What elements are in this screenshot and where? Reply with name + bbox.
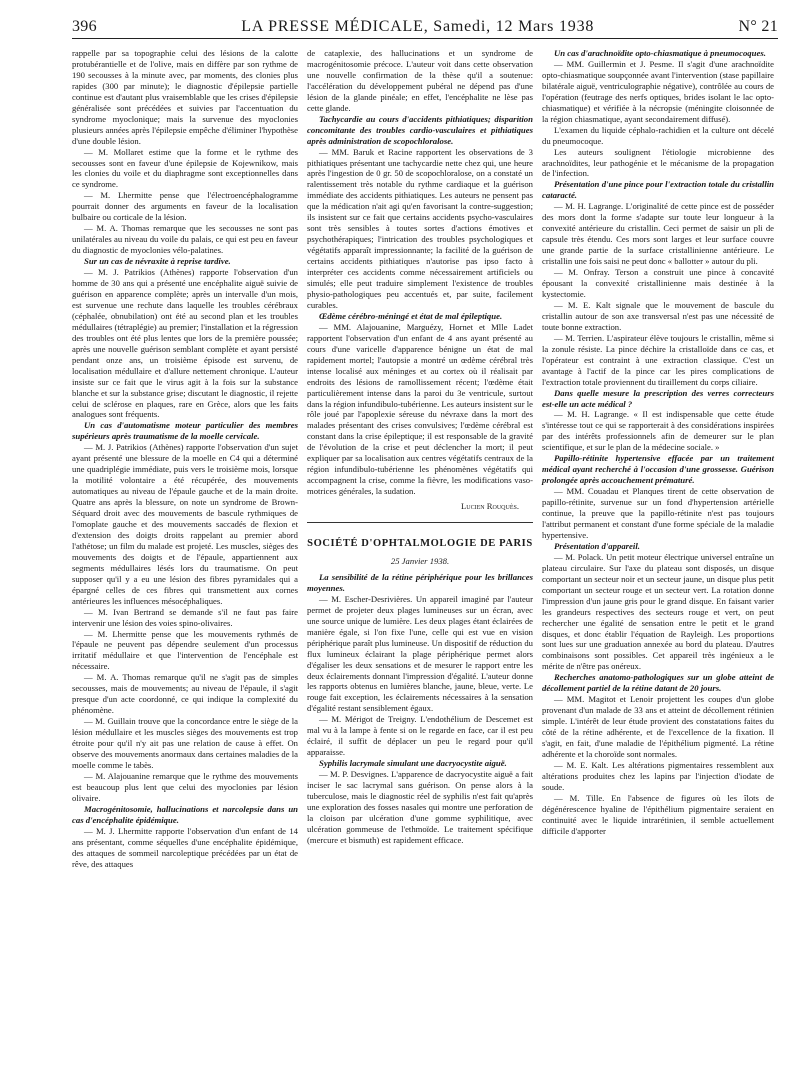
article-heading: Présentation d'une pince pour l'extraction totale du cristallin cataracté. bbox=[542, 179, 774, 201]
paragraph: — M. Mérigot de Treigny. L'endothélium de Descemet est mal vu à la lampe à fente si on le regarde en face, car il est peu éclairé, il suffit de déplacer un peu le regard pour qu'il apparaisse. bbox=[307, 714, 533, 758]
article-heading: Recherches anatomo-pathologiques sur un globe atteint de décollement partiel de la rétine datant de 20 jours. bbox=[542, 672, 774, 694]
paragraph: — M. Guillain trouve que la concordance entre le siège de la lésion médullaire et les muscles sièges des mouvements est trop étroite pour qu'il n'y ait pas une relation de cause à effet. On observe des mouvements anormaux dans certaines maladies de la moelle comme le tabès. bbox=[72, 716, 298, 770]
paragraph: — M. Escher-Desrivières. Un appareil imaginé par l'auteur permet de projeter deux plages lumineuses sur un écran, avec une source unique de lumière. Les deux plages étant éclairées de manière égale, si l'on fixe l'une, celle qui est vue en vision périphérique paraît plus lumineuse. Un dispositif de réduction du flux lumineux éclairant la plage périphérique permet alors d'égaliser les deux sensations et de mesurer le rapport entre les deux éclairements donnant l'impression d'égalité. L'auteur donne les rapports obtenus en lumières blanche, jaune, bleue, verte. Le rouge fait exception, les éclairements nécessaires à la sensation d'égalité restant sensiblement égaux. bbox=[307, 593, 533, 714]
paragraph: — MM. Magitot et Lenoir projettent les coupes d'un globe provenant d'un malade de 33 ans et atteint de décollement rétinien simple. L'intérêt de leur étude provient des constatations faites du côté de la rétine adhérente, et de l'excellence de la fixation. Il s'agit, en fait, d'une maladie de l'épithélium pigmenté. La rétine adhérente et la choroïde sont normales. bbox=[542, 694, 774, 759]
session-date: 25 Janvier 1938. bbox=[390, 555, 450, 566]
page-header bbox=[72, 6, 778, 36]
paragraph: — M. Terrien. L'aspirateur élève toujours le cristallin, même si la zonule résiste. La pince déchire la cristalloïde dans ce cas, et l'opérateur est contraint à une extraction classique. C'est un avantage à l'actif de la pince car les pires complications de l'extraction totale proviennent du tiraillement du corps ciliaire. bbox=[542, 332, 774, 387]
paragraph: — M. Lhermitte pense que les mouvements rythmés de l'épaule ne peuvent pas dépendre seulement d'un processus irritatif médullaire et que l'intervention de l'encéphale est nécessaire. bbox=[72, 628, 298, 672]
paragraph: — M. P. Desvignes. L'apparence de dacryocystite aiguë a fait inciser le sac lacrymal sans guérison. On pense alors à la tuberculose, mais le diagnostic réel de syphilis n'est fait qu'après une exploration des fosses nasales qui montre une perforation de la cloison par ulcération d'une gomme syphilitique, avec ulcération gommeuse de l'ethmoïde. Le traitement spécifique (mercure et bismuth) est rapidement efficace. bbox=[307, 769, 533, 845]
paragraph: de cataplexie, des hallucinations et un syndrome de macrogénitosomie précoce. L'auteur voit dans cette observation une nouvelle confirmation de la thèse qu'il a soutenue: l'accélération du développement pubéral ne dépend pas d'une lésion de la glande pinéale; en effet, l'encéphalite ne lèse pas cette glande. bbox=[307, 48, 533, 113]
column-right bbox=[542, 48, 774, 837]
paragraph: — M. J. Patrikios (Athènes) rapporte l'observation d'un homme de 30 ans qui a présenté une encéphalite aiguë suivie de guérison en apparence complète; après un intervalle d'un mois, est survenue une rechute dans laquelle les troubles cérébraux (céphalée, obnubilation) ont été au second plan et les troubles médullaires (tétraplégie) au premier; l'installation et la régression des troubles ont été plus lentes que lors de la première poussée; après une nouvelle guérison semblant complète et ayant persisté pendant onze ans, un troisième épisode est survenu, de localisation médullaire et d'allure nettement chronique. L'auteur insiste sur ce fait que le virus agit à la fois sur la substance blanche et sur la substance grise; discutant le diagnostic, il rejette celui de sclérose en plaques, rare en Grèce, alors que les faits analogues sont fréquents. bbox=[72, 267, 298, 420]
article-heading: Macrogénitosomie, hallucinations et narcolepsie dans un cas d'encéphalite épidémique. bbox=[72, 803, 298, 825]
paragraph: — M. H. Lagrange. L'originalité de cette pince est de posséder des mors dont la forme s'adapte sur toute leur longueur à la convexité antérieure du cristallin. Ceci permet de saisir un pli de capsule très étendu. Ces mors sont larges et leur surface couvre une grande partie de la surface cristallinienne antérieure. Le cristallin une fois saisi ne peut donc « ballotter » autour du pli. bbox=[542, 201, 774, 267]
author-signature: Lucien Rouquès. bbox=[461, 501, 519, 512]
issue-number: N° 21 bbox=[738, 18, 778, 35]
paragraph: — M. Alajouanine remarque que le rythme des mouvements est beaucoup plus lent que celui des myoclonies par lésion olivaire. bbox=[72, 770, 298, 803]
article-heading: Tachycardie au cours d'accidents pithiatiques; disparition concomitante des troubles cardio-vasculaires et pithiatiques après administration de scopochloralose. bbox=[307, 113, 533, 146]
paragraph: — M. Onfray. Terson a construit une pince à concavité épousant la convexité cristallinienne mais destinée à la kystectomie. bbox=[542, 267, 774, 299]
paragraph: — M. E. Kalt. Les altérations pigmentaires ressemblent aux altérations produites chez les lapins par l'injection d'iodate de soude. bbox=[542, 759, 774, 792]
paragraph: — M. Polack. Un petit moteur électrique universel entraîne un plateau circulaire. Sur l'axe du plateau sont disposés, un disque comportant un secteur noir et un secteur jaune, un disque plus petit comportant un secteur rouge et un secteur vert. La rotation donne l'impression d'un jaune gris pour le grand disque. En faisant varier les grandeurs respectives des secteurs rouge et vert, on peut rechercher une égalité de sensation entre le petit et le grand disques, et donc établir l'équation de Rayleigh. Les proportions sont lues sur une graduation annexée au bord du plateau. D'autres combinaisons sont possibles. Cet appareil très ingénieux a le mérite de n'être pas onéreux. bbox=[542, 551, 774, 672]
paragraph: — M. Mollaret estime que la forme et le rythme des secousses sont en faveur d'une épilepsie de Kojewnikow, mais les clonies du voile et du diaphragme sont exceptionnelles dans ce syndrome. bbox=[72, 146, 298, 190]
paragraph: — M. H. Lagrange. « Il est indispensable que cette étude s'intéresse tout ce qui se rapporterait à des considérations inspirées par des intérêts professionnels afin de demeurer sur le plan scientifique, et sur le plan de la médecine sociale. » bbox=[542, 409, 774, 453]
paragraph: — MM. Couadau et Planques tirent de cette observation de papillo-rétinite, survenue sur un fond d'hypertension artérielle continue, la preuve que la papillo-rétinite n'est pas toujours l'attribut permanent et constant d'une forme spéciale de la maladie hypertensive. bbox=[542, 486, 774, 540]
paragraph: Les auteurs soulignent l'étiologie microbienne des arachnoïdites, leur pathogénie et le mécanisme de la propagation de l'infection. bbox=[542, 146, 774, 179]
article-heading: La sensibilité de la rétine périphérique pour les brillances moyennes. bbox=[307, 571, 533, 593]
paragraph: — M. E. Kalt signale que le mouvement de bascule du cristallin autour de son axe transversal n'est pas une nécessité de toute bonne extraction. bbox=[542, 299, 774, 332]
article-heading: Présentation d'appareil. bbox=[554, 540, 640, 551]
paragraph: — M. A. Thomas remarque que les secousses ne sont pas unilatérales au niveau du voile du palais, ce qui est peu en faveur du diagnostic de myoclonies vélo-palatines. bbox=[72, 223, 298, 256]
paragraph: — MM. Alajouanine, Marguézy, Hornet et Mlle Ladet rapportent l'observation d'un enfant de 4 ans ayant présenté au cours d'une varicelle d'apparence bénigne un état de mal rapidement mortel; l'autopsie a montré un œdème cérébral très intense localisé aux méninges et au cortex où il réalisait par endroits des lésions de ramollissement récent; l'œdème était particulièrement intense dans la paroi du 3e ventricule, surtout dans la région infundibulo-tubérienne. Les auteurs insistent sur le rôle joué par l'apoplexie séreuse du névraxe dans la mort des malades présentant des crises convulsives; l'œdème cérébral est constant dans la crise épileptique; il est responsable de la gravité de l'évolution de la crise et peut déclencher la mort; il peut expliquer par sa localisation aux centres végétatifs centraux de la région infundibulo-tubérienne les phénomènes végétatifs qui accompagnent la crise, comme la fièvre, les modifications vaso-motrices générales, la sudation. bbox=[307, 321, 533, 497]
section-title: SOCIÉTÉ D'OPHTALMOLOGIE DE PARIS bbox=[307, 522, 533, 550]
article-heading: Sur un cas de névraxite à reprise tardive. bbox=[84, 256, 231, 267]
paragraph: — MM. Guillermin et J. Pesme. Il s'agit d'une arachnoïdite opto-chiasmatique soupçonnée avant l'intervention (stase papillaire bilatérale aiguë, ventriculographie négative), contrôlée au cours de l'opération (feutrage des nerfs optiques, brides isolant le lac opto-chiasmatique) et vérifiée à la nécropsie (méningite cloisonnée de la région chiasmatique, ayant secondairement diffusé). bbox=[542, 58, 774, 124]
column-middle bbox=[307, 48, 533, 846]
paragraph: — M. Ivan Bertrand se demande s'il ne faut pas faire intervenir une lésion des voies spino-olivaires. bbox=[72, 606, 298, 628]
paragraph: — M. Tille. En l'absence de figures où les îlots de dégénérescence hyaline de l'épithélium pigmentaire seraient en continuité avec le liquide intrarétinien, il semble actuellement difficile d'apporter bbox=[542, 792, 774, 836]
paragraph: — M. J. Patrikios (Athènes) rapporte l'observation d'un sujet ayant présenté une blessure de la moelle en C4 qui a déterminé une quadriplégie immédiate, puis vers le troisième mois, lorsque la motilité volontaire a été récupérée, des mouvements automatiques au niveau de l'épaule gauche et de la main droite. Quatre ans après la blessure, on note un syndrome de Brown-Séquard droit avec des mouvements de bascule rythmiques de l'omoplate gauche et des mouvements saccadés de flexion et d'extension des doigts droits rappelant au premier abord l'athétose; un film du malade est projeté. Les muscles, sièges des mouvements des doigts et de l'épaule, appartiennent aux segments médullaires lésés lors du traumatisme. On peut supposer qu'il y a eu une lésion des fibres pyramidales qui a épargné celles de ces fibres qui transmettent aux cornes antérieures les influences mésocéphaliques. bbox=[72, 442, 298, 606]
paragraph: — M. Lhermitte pense que l'électroencéphalogramme pourrait donner des arguments en faveur de la localisation bulbaire ou corticale de la lésion. bbox=[72, 190, 298, 223]
paragraph: — M. A. Thomas remarque qu'il ne s'agit pas de simples secousses, mais de mouvements; au niveau de l'épaule, il s'agit presque d'un acte coordonné, ce qui indique la complexité du phénomène. bbox=[72, 672, 298, 716]
article-heading: Un cas d'automatisme moteur particulier des membres supérieurs après traumatisme de la moelle cervicale. bbox=[72, 420, 298, 442]
article-heading: Dans quelle mesure la prescription des verres correcteurs est-elle un acte médical ? bbox=[542, 387, 774, 409]
paragraph: rappelle par sa topographie celui des lésions de la calotte protubérantielle et de l'olive, mais en diffère par son rythme de 190 secousses à la minute avec, par moments, des clonies plus rapides (300 par minute); le diagnostic d'épilepsie partielle continue est d'autant plus vraisemblable que les crises d'épilepsie généralisée sont précédées et suivies par l'accentuation du syndrome myoclonique; mais la survenue des myoclonies plusieurs années après l'épilepsie empêche d'éliminer l'hypothèse d'une double lésion. bbox=[72, 48, 298, 146]
page-number: 396 bbox=[72, 18, 97, 35]
column-left bbox=[72, 48, 298, 869]
article-heading: Papillo-rétinite hypertensive effacée par un traitement médical ayant recherché à l'occasion d'une grossesse. Guérison prolongée après accouchement prématuré. bbox=[542, 453, 774, 486]
article-heading: Œdème cérébro-méningé et état de mal épileptique. bbox=[319, 310, 503, 321]
paragraph: — M. J. Lhermitte rapporte l'observation d'un enfant de 14 ans présentant, comme séquelles d'une encéphalite épidémique, des attaques de sommeil narcoleptique précédées par un état de rêve, des attaques bbox=[72, 825, 298, 869]
paragraph: — MM. Baruk et Racine rapportent les observations de 3 pithiatiques présentant une tachycardie nette chez qui, une heure après l'ingestion de 0 gr. 50 de scopochloralose, on a constaté un ralentissement très notable du rythme cardiaque et la guérison immédiate des accidents pithiatiques. Les auteurs ne pensent pas que la médication n'ait agi qu'en favorisant la contre-suggestion; ils insistent sur ce fait que certains accidents psycho-vasculaires sont très sensibles à toutes sortes d'actions émotives et psychothérapiques; l'intrication des troubles psychologiques et végétatifs apparaît impressionnante; la facilité de la guérison de certains accidents pithiatiques n'autorise pas ipso facto à interpréter ces accidents comme nécessairement artificiels ou simulés; elle peut traduire simplement l'existence de troubles physio-pathologiques peu accentués et, par suite, facilement curables. bbox=[307, 146, 533, 310]
article-heading: Un cas d'arachnoïdite opto-chiasmatique à pneumocoques. bbox=[554, 48, 766, 58]
journal-title: LA PRESSE MÉDICALE, Samedi, 12 Mars 1938 bbox=[241, 18, 595, 35]
header-rule bbox=[72, 38, 778, 39]
paragraph: L'examen du liquide céphalo-rachidien et la culture ont décelé du pneumocoque. bbox=[542, 124, 774, 146]
article-heading: Syphilis lacrymale simulant une dacryocystite aiguë. bbox=[319, 758, 507, 769]
